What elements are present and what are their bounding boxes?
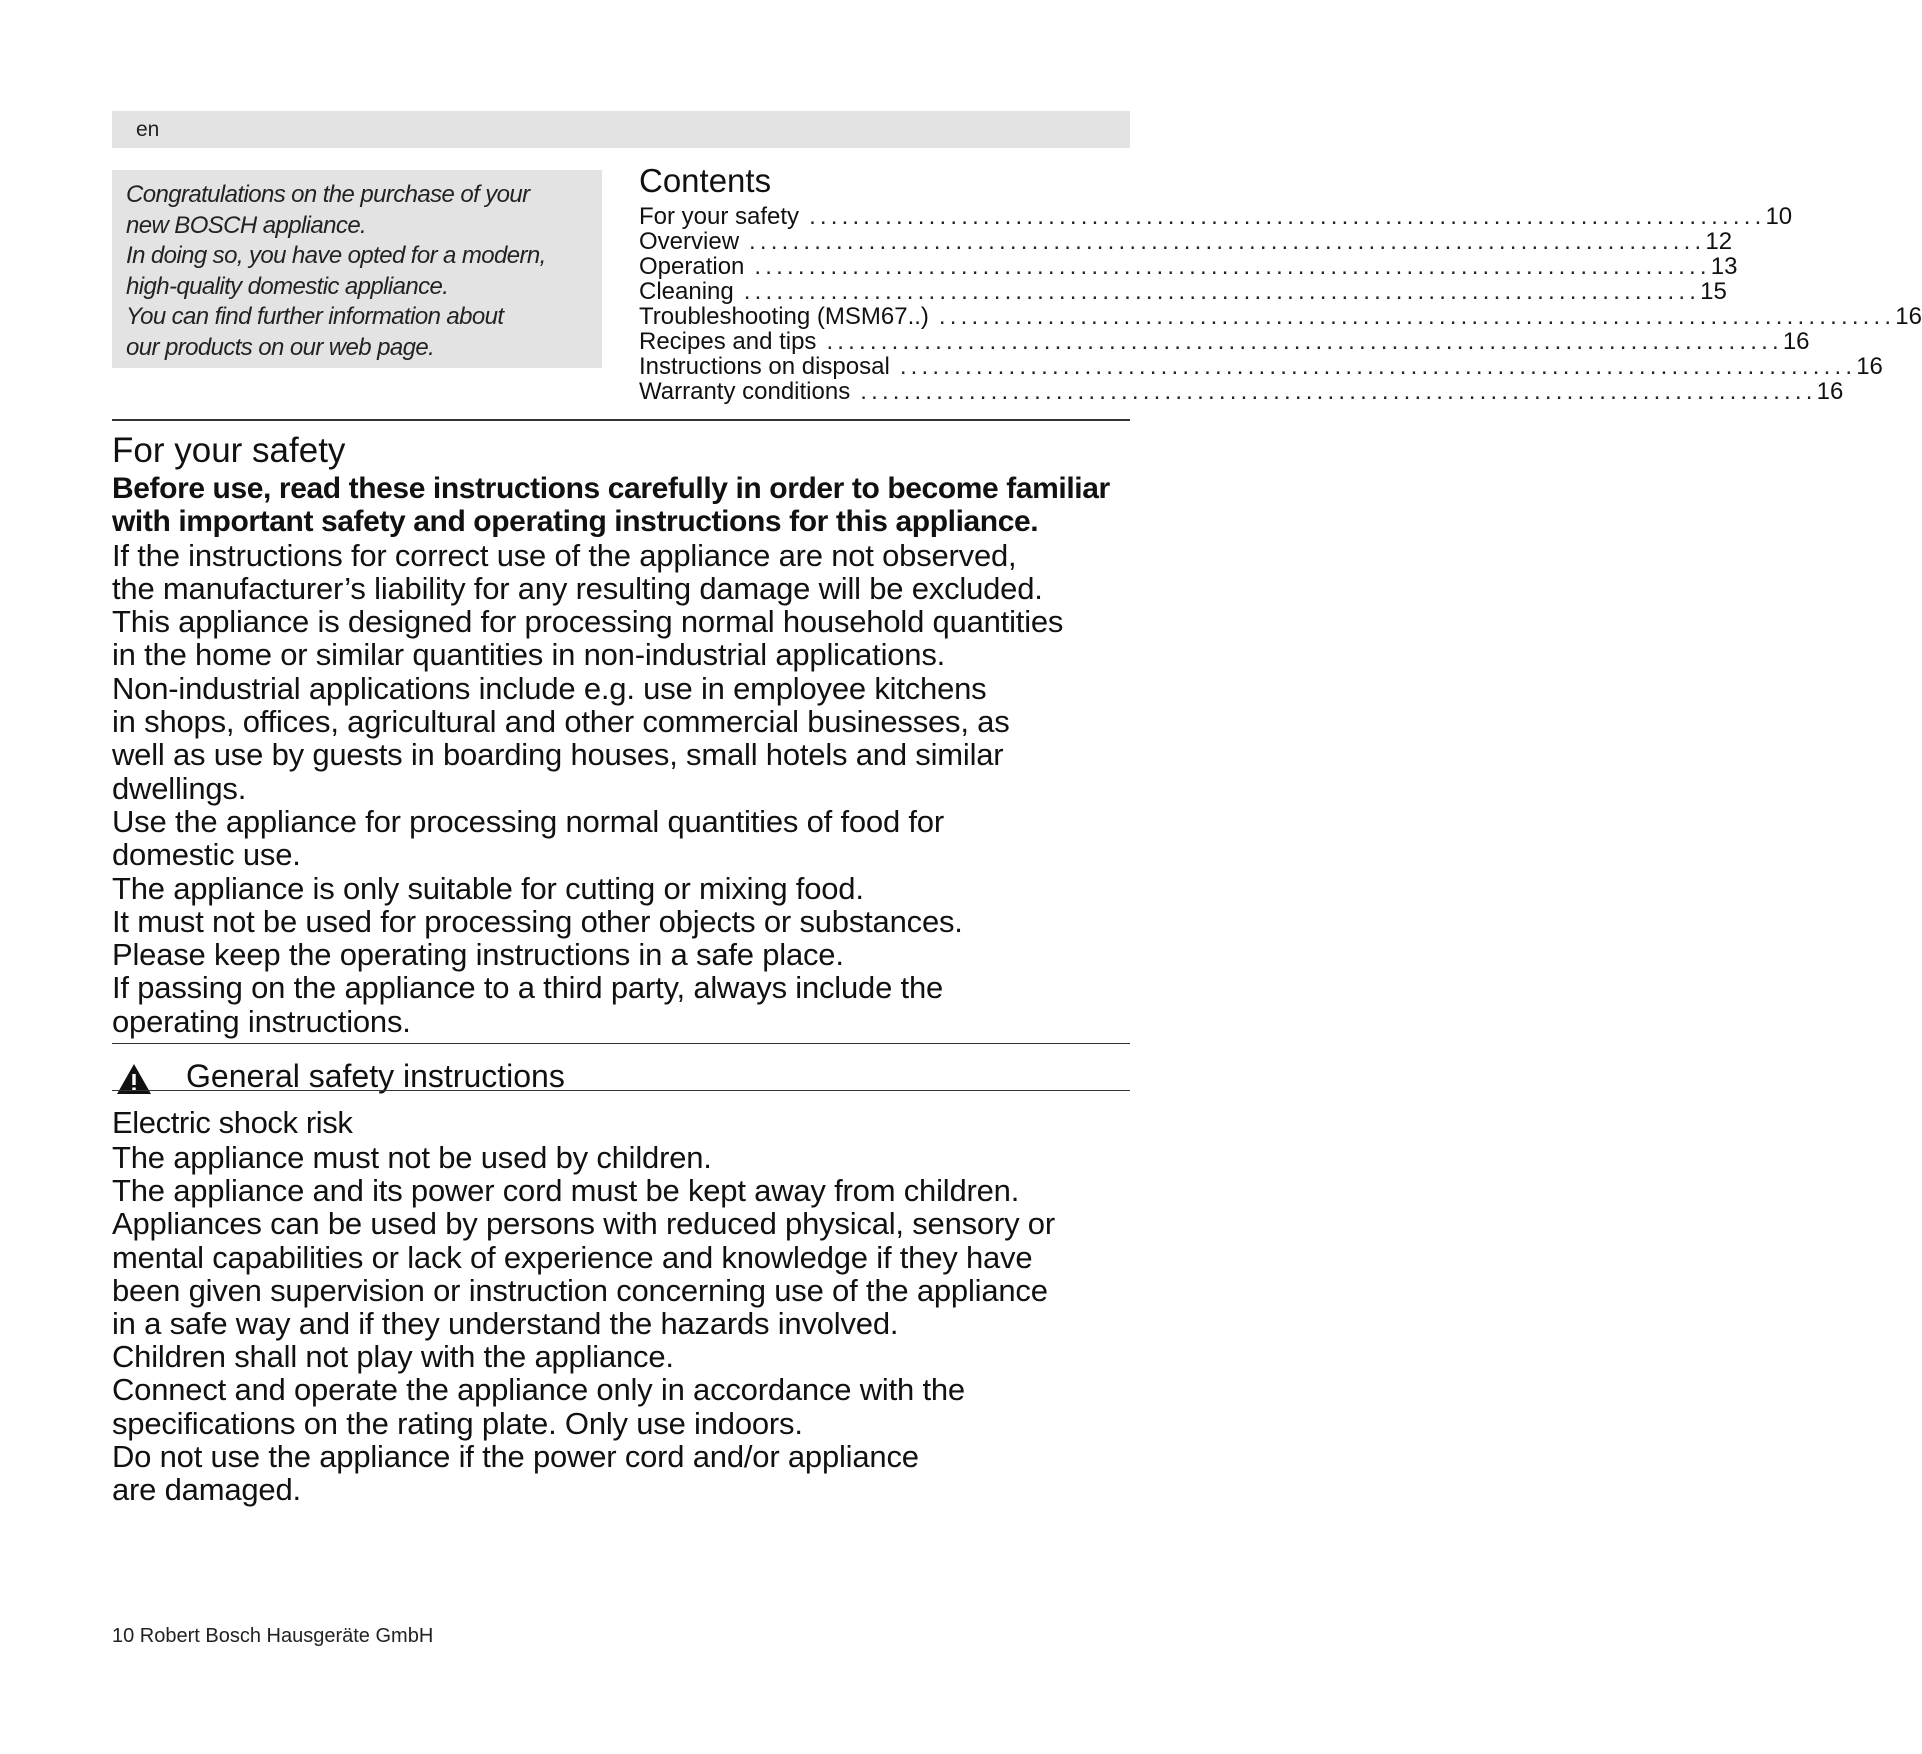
safety-intro-line: Before use, read these instructions carefully in order to become familiar bbox=[112, 472, 1110, 505]
body-line: Use the appliance for processing normal quantities of food for bbox=[112, 803, 944, 839]
toc-leader-dots: ........................................................................................ bbox=[754, 253, 1711, 280]
body-line: dwellings. bbox=[112, 770, 247, 806]
body-line: are damaged. bbox=[112, 1472, 301, 1508]
body-line: in a safe way and if they understand the hazards involved. bbox=[112, 1306, 899, 1342]
toc-leader-dots: ........................................................................................ bbox=[899, 353, 1857, 380]
toc-leader-dots: ........................................................................................ bbox=[938, 303, 1896, 330]
toc-entry-label: Operation bbox=[639, 253, 745, 280]
body-line: If passing on the appliance to a third party, always include the bbox=[112, 970, 944, 1006]
body-line: well as use by guests in boarding houses, small hotels and similar bbox=[112, 737, 1004, 773]
toc-entry-page: 15 bbox=[1700, 278, 1727, 305]
safety-section bbox=[112, 430, 1142, 1038]
section-divider bbox=[112, 1043, 1130, 1044]
toc-entry[interactable] bbox=[639, 378, 1844, 405]
toc-leader-dots: ........................................................................................ bbox=[743, 278, 1701, 305]
intro-line: new BOSCH appliance. bbox=[126, 211, 367, 239]
body-line: specifications on the rating plate. Only use indoors. bbox=[112, 1405, 803, 1441]
general-safety-title: General safety instructions bbox=[186, 1058, 565, 1094]
toc-entry-label: Troubleshooting (MSM67..) bbox=[639, 303, 929, 330]
section-divider bbox=[112, 1090, 1130, 1091]
toc-entry-label: Cleaning bbox=[639, 278, 734, 305]
toc-entry[interactable] bbox=[639, 278, 1727, 305]
toc-entry-label: Instructions on disposal bbox=[639, 353, 890, 380]
body-line: Appliances can be used by persons with reduced physical, sensory or bbox=[112, 1206, 1055, 1242]
toc-entry-label: Recipes and tips bbox=[639, 328, 817, 355]
body-line: It must not be used for processing other objects or substances. bbox=[112, 903, 963, 939]
body-line: This appliance is designed for processing normal household quantities bbox=[112, 604, 1064, 640]
body-line: in the home or similar quantities in non-industrial applications. bbox=[112, 637, 946, 673]
intro-line: our products on our web page. bbox=[126, 333, 435, 361]
intro-line: You can find further information about bbox=[126, 303, 504, 330]
electric-shock-section bbox=[112, 1105, 1142, 1506]
toc-entry-page: 10 bbox=[1765, 203, 1793, 230]
safety-intro-line: with important safety and operating instructions for this appliance. bbox=[112, 505, 1039, 539]
toc-entry[interactable] bbox=[639, 353, 1883, 380]
body-line: domestic use. bbox=[112, 837, 301, 873]
body-line: operating instructions. bbox=[112, 1003, 411, 1039]
body-line: Please keep the operating instructions in a safe place. bbox=[112, 937, 844, 973]
intro-line: high-quality domestic appliance. bbox=[126, 272, 449, 300]
toc-entry-page: 16 bbox=[1816, 378, 1844, 405]
body-line: Connect and operate the appliance only in accordance with the bbox=[112, 1372, 965, 1408]
toc-entry-label: For your safety bbox=[639, 203, 800, 230]
intro-line: Congratulations on the purchase of your bbox=[126, 181, 530, 208]
language-label: en bbox=[136, 118, 160, 141]
toc-entry-page: 16 bbox=[1895, 303, 1922, 330]
section-divider bbox=[112, 419, 1130, 421]
body-line: Children shall not play with the appliance. bbox=[112, 1339, 674, 1375]
section-title: For your safety bbox=[112, 431, 346, 470]
toc-entry[interactable] bbox=[639, 203, 1793, 230]
toc-leader-dots: ........................................................................................ bbox=[860, 378, 1817, 405]
toc-entry-page: 12 bbox=[1705, 228, 1733, 255]
body-line: the manufacturer’s liability for any resulting damage will be excluded. bbox=[112, 570, 1043, 606]
body-line: If the instructions for correct use of the appliance are not observed, bbox=[112, 537, 1017, 573]
toc-entry[interactable] bbox=[639, 328, 1810, 355]
subsection-title: Electric shock risk bbox=[112, 1105, 353, 1140]
contents-title: Contents bbox=[639, 162, 772, 199]
body-line: The appliance must not be used by children. bbox=[112, 1140, 712, 1175]
toc-entry-page: 13 bbox=[1710, 253, 1738, 280]
toc-leader-dots: ........................................................................................ bbox=[826, 328, 1783, 355]
general-safety-heading bbox=[112, 1055, 1130, 1095]
intro-box bbox=[112, 170, 602, 368]
body-line: Do not use the appliance if the power cord and/or appliance bbox=[112, 1438, 919, 1474]
toc-entry-label: Warranty conditions bbox=[639, 378, 851, 405]
toc-entry-label: Overview bbox=[639, 228, 740, 255]
body-line: Non-industrial applications include e.g. use in employee kitchens bbox=[112, 670, 987, 706]
body-line: The appliance is only suitable for cutting or mixing food. bbox=[112, 870, 864, 906]
intro-line: In doing so, you have opted for a modern, bbox=[126, 242, 546, 269]
toc-entry[interactable] bbox=[639, 228, 1733, 255]
body-line: The appliance and its power cord must be kept away from children. bbox=[112, 1173, 1020, 1209]
toc-entry[interactable] bbox=[639, 303, 1922, 330]
body-line: mental capabilities or lack of experience and knowledge if they have bbox=[112, 1239, 1033, 1275]
toc-entry[interactable] bbox=[639, 253, 1738, 280]
toc-entry-page: 16 bbox=[1856, 353, 1883, 380]
body-line: been given supervision or instruction concerning use of the appliance bbox=[112, 1272, 1048, 1308]
toc-leader-dots: ........................................................................................ bbox=[809, 203, 1766, 230]
table-of-contents bbox=[639, 160, 1922, 405]
language-bar bbox=[112, 111, 1130, 148]
toc-leader-dots: ........................................................................................ bbox=[749, 228, 1706, 255]
body-line: in shops, offices, agricultural and other commercial businesses, as bbox=[112, 704, 1010, 740]
page-footer: 10 Robert Bosch Hausgeräte GmbH bbox=[112, 1625, 434, 1647]
toc-entry-page: 16 bbox=[1782, 328, 1810, 355]
